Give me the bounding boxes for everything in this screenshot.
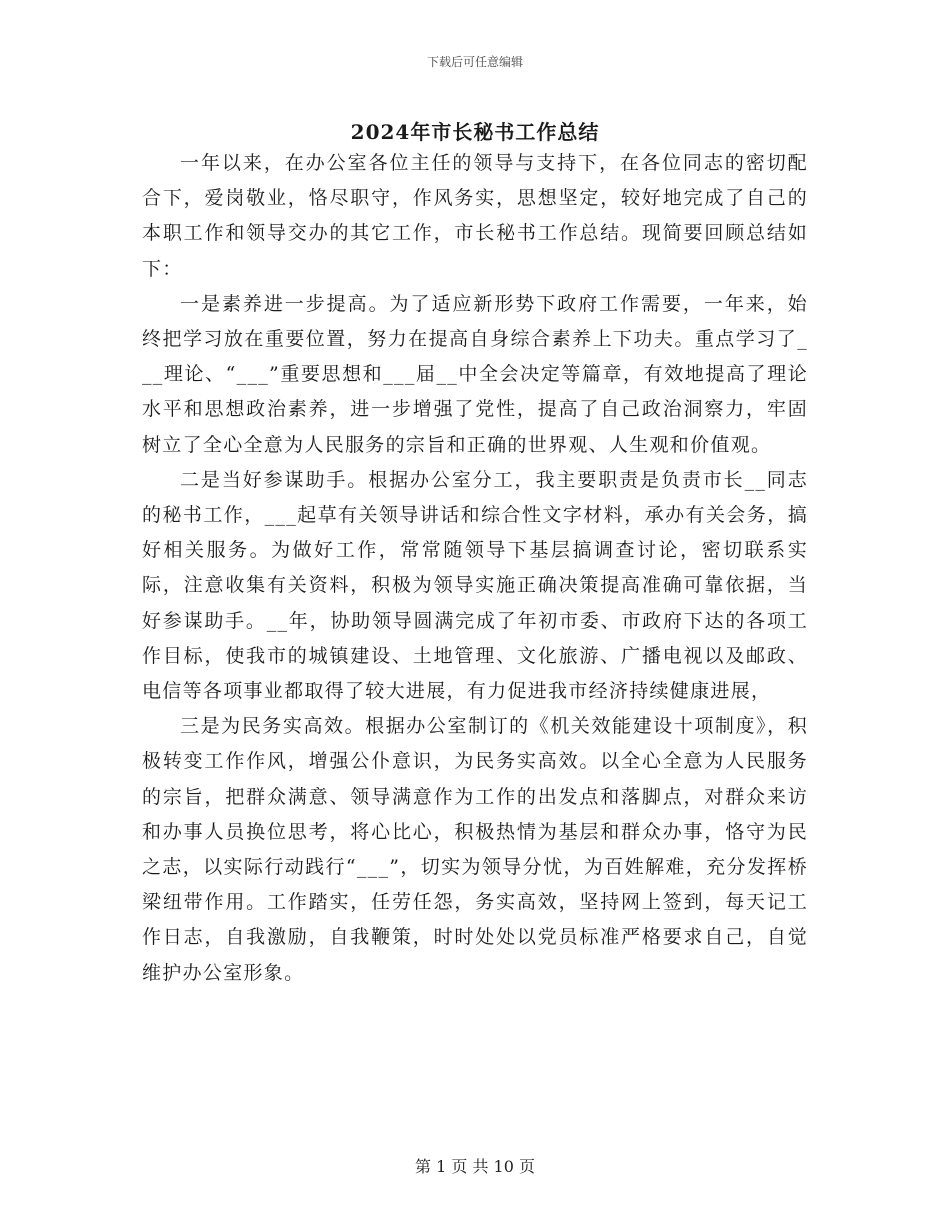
paragraph-service: 三是为民务实高效。根据办公室制订的《机关效能建设十项制度》，积极转变工作作风，增强公仆意识，为民务实高效。以全心全意为人民服务的宗旨，把群众满意、领导满意作为工作的出发点和落脚点，对群众来访和办事人员换位思考，将心比心，积极热情为基层和群众办事，恪守为民之志，以实际行动践行“___”，切实为领导分忧，为百姓解难，充分发挥桥梁纽带作用。工作踏实，任劳任怨，务实高效，坚持网上签到，每天记工作日志，自我激励，自我鞭策，时时处处以党员标准严格要求自己，自觉维护办公室形象。: [142, 715, 808, 984]
page-header-note: 下载后可任意编辑: [426, 55, 523, 69]
document-title: 2024年市长秘书工作总结: [350, 120, 600, 144]
paragraph-assistant: 二是当好参谋助手。根据办公室分工，我主要职责是负责市长__同志的秘书工作，___起草有关领导讲话和综合性文字材料，承办有关会务，搞好相关服务。为做好工作，常常随领导下基层搞调查讨论，密切联系实际，注意收集有关资料，积极为领导实施正确决策提高准确可靠依据，当好参谋助手。__年，协助领导圆满完成了年初市委、市政府下达的各项工作目标，使我市的城镇建设、土地管理、文化旅游、广播电视以及邮政、电信等各项事业都取得了较大进展，有力促进我市经济持续健康进展，: [142, 468, 808, 703]
paragraph-intro: 一年以来，在办公室各位主任的领导与支持下，在各位同志的密切配合下，爱岗敬业，恪尽职守，作风务实，思想坚定，较好地完成了自己的本职工作和领导交办的其它工作，市长秘书工作总结。现简要回顾总结如下：: [142, 152, 808, 280]
page-number: 第 1 页 共 10 页: [415, 1157, 535, 1176]
paragraph-quality: 一是素养进一步提高。为了适应新形势下政府工作需要，一年来，始终把学习放在重要位置，努力在提高自身综合素养上下功夫。重点学习了___理论、“___”重要思想和___届__中全会决定等篇章，有效地提高了理论水平和思想政治素养，进一步增强了党性，提高了自己政治洞察力，牢固树立了全心全意为人民服务的宗旨和正确的世界观、人生观和价值观。: [142, 292, 808, 456]
document-body: [142, 146, 808, 991]
